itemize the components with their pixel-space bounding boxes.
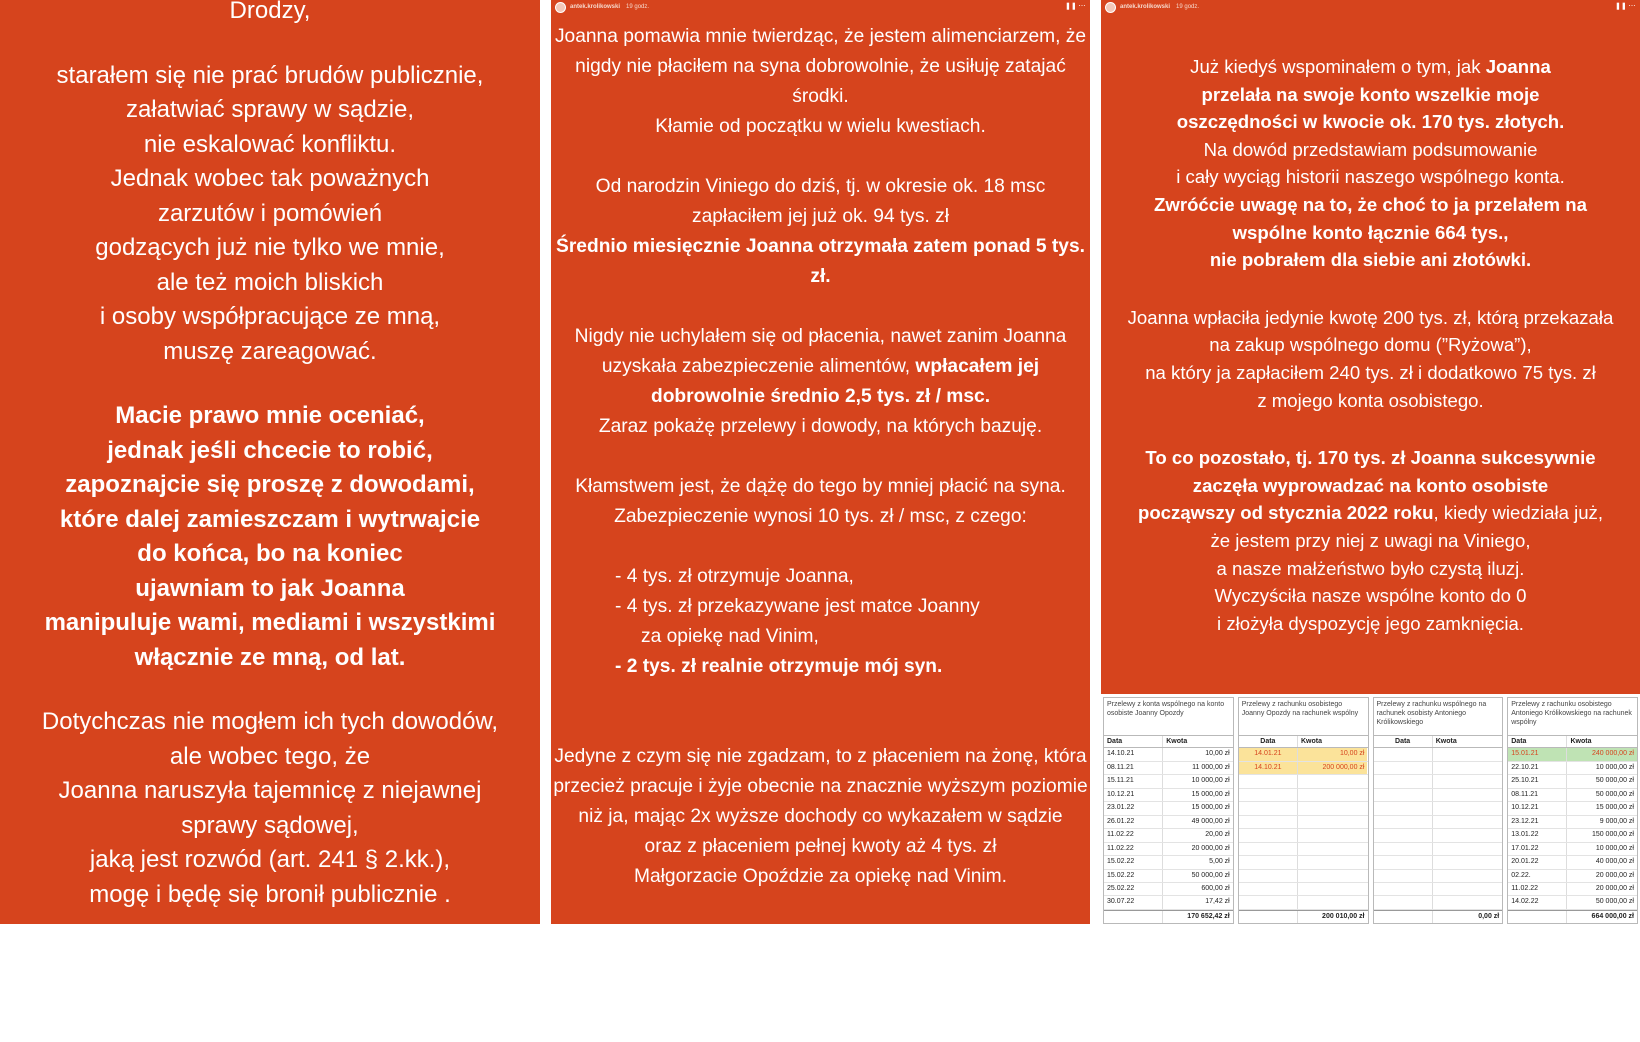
cell-empty xyxy=(1374,762,1433,774)
cell-amount: 10 000,00 zł xyxy=(1595,763,1634,771)
cell-date: 11.02.22 xyxy=(1104,829,1163,841)
paragraph-gap xyxy=(1101,274,1640,304)
text-line: zarzutów i pomówień xyxy=(157,199,383,227)
text-line: za opiekę nad Vinim, xyxy=(641,626,819,647)
table-row xyxy=(1508,802,1637,815)
cell-amount: 20 000,00 zł xyxy=(1595,885,1634,893)
text-line: Kłamstwem jest, że dążę do tego by mniej płacić na syna. xyxy=(575,476,1066,497)
cell-date: 15.02.22 xyxy=(1104,856,1163,868)
text-line: zapłaciłem jej już ok. 94 tys. zł xyxy=(692,206,949,227)
table-row xyxy=(1374,816,1503,829)
total-amount: 664 000,00 zł xyxy=(1591,912,1634,920)
cell-empty xyxy=(1298,896,1368,908)
cell-amount: 200 000,00 zł xyxy=(1298,762,1368,774)
table-row xyxy=(1104,883,1233,896)
table-row xyxy=(1104,829,1233,842)
text-line: Wyczyściła nasze wspólne konto do 0 xyxy=(1214,585,1527,607)
text-line: Joanna naruszyła tajemnicę z niejawnej xyxy=(58,777,482,804)
avatar[interactable] xyxy=(1105,2,1116,13)
table-row xyxy=(1374,802,1503,815)
cell-empty xyxy=(1433,856,1503,868)
cell-amount: 10,00 zł xyxy=(1298,748,1368,760)
cell-date: 20.01.22 xyxy=(1508,856,1567,868)
text-line: Dotychczas nie mogłem ich tych dowodów, xyxy=(41,708,499,735)
table-row xyxy=(1239,748,1368,761)
table-row xyxy=(1239,856,1368,869)
paragraph-gap xyxy=(551,532,1090,562)
paragraph-gap xyxy=(0,29,540,59)
text-fragment: wpłacałem jej xyxy=(915,356,1040,377)
cell-empty xyxy=(1298,883,1368,895)
table-row xyxy=(1374,748,1503,761)
post-time: 19 godz. xyxy=(626,4,650,10)
text-fragment: począwszy od stycznia 2022 roku xyxy=(1137,502,1434,524)
table-header: Przelewy z rachunku osobistego Antoniego Królikowskiego na rachunek wspólny xyxy=(1508,698,1637,736)
cell-empty xyxy=(1374,911,1433,923)
cell-empty xyxy=(1374,896,1433,908)
cell-empty xyxy=(1374,870,1433,882)
cell-empty xyxy=(1433,816,1503,828)
cell-empty xyxy=(1239,789,1298,801)
cell-date: 25.02.22 xyxy=(1104,883,1163,895)
text-line: To co pozostało, tj. 170 tys. zł Joanna sukcesywnie xyxy=(1145,447,1596,469)
cell-empty xyxy=(1239,816,1298,828)
table-row xyxy=(1239,762,1368,775)
table-row xyxy=(1374,856,1503,869)
text-line: Jedyne z czym się nie zgadzam, to z płaceniem na żonę, która xyxy=(554,746,1087,767)
text-line: Zabezpieczenie wynosi 10 tys. zł / msc, z czego: xyxy=(614,506,1027,527)
text-line: jaką jest rozwód (art. 241 § 2.kk.), xyxy=(89,846,451,873)
text-line: Od narodzin Viniego do dziś, tj. w okresie ok. 18 msc xyxy=(595,176,1046,197)
table-row xyxy=(1104,802,1233,815)
cell-amount: 9 000,00 zł xyxy=(1599,817,1634,825)
text-line: załatwiać sprawy w sądzie, xyxy=(125,96,415,123)
table-total-row xyxy=(1104,910,1233,923)
table-row xyxy=(1104,896,1233,909)
cell-empty xyxy=(1433,802,1503,814)
cell-empty xyxy=(1374,816,1433,828)
table-total-row xyxy=(1508,910,1637,923)
table-row xyxy=(1374,762,1503,775)
story-panel-2 xyxy=(551,0,1090,1037)
text-line: z mojego konta osobistego. xyxy=(1257,389,1484,411)
text-line: ujawniam to jak Joanna xyxy=(135,574,405,602)
table-row xyxy=(1508,870,1637,883)
col-amount-header: Kwota xyxy=(1300,738,1322,746)
text-line: Joanna pomawia mnie twierdząc, że jestem alimenciarzem, że xyxy=(554,26,1087,47)
table-total-row xyxy=(1374,910,1503,923)
text-line: Chętnie sam przejąłbym na siebie choć część starań osobistych xyxy=(597,926,1044,977)
text-line: i osoby współpracujące ze mną, xyxy=(99,303,441,330)
table-row xyxy=(1104,870,1233,883)
cell-empty xyxy=(1433,883,1503,895)
col-date-header: Data xyxy=(1239,736,1298,747)
cell-date: 14.10.21 xyxy=(1104,748,1163,760)
cell-date: 25.10.21 xyxy=(1508,775,1567,787)
text-line: przelała na swoje konto wszelkie moje xyxy=(1201,83,1540,105)
cell-empty xyxy=(1239,883,1298,895)
cell-date: 14.02.22 xyxy=(1508,896,1567,908)
table-row xyxy=(1104,856,1233,869)
avatar[interactable] xyxy=(555,2,566,13)
cell-empty xyxy=(1433,829,1503,841)
paragraph-gap xyxy=(551,142,1090,172)
cell-amount: 20 000,00 zł xyxy=(1595,871,1634,879)
cell-empty xyxy=(1298,856,1368,868)
paragraph-gap xyxy=(551,292,1090,322)
table-header: Przelewy z konta wspólnego na konto osobiste Joanny Opozdy xyxy=(1104,698,1233,736)
column-headers xyxy=(1104,736,1233,748)
cell-amount: 15 000,00 zł xyxy=(1191,790,1230,798)
col-date-header: Data xyxy=(1508,736,1567,747)
post-time: 19 godz. xyxy=(1176,4,1200,10)
cell-empty xyxy=(1239,775,1298,787)
story-panel-3 xyxy=(1101,0,1640,924)
story-text-1 xyxy=(0,0,540,912)
transfer-table xyxy=(1103,697,1234,924)
text-line: wspólne konto łącznie 664 tys., xyxy=(1232,221,1509,243)
table-row xyxy=(1104,762,1233,775)
story-panel-1 xyxy=(0,0,540,924)
table-row xyxy=(1374,870,1503,883)
cell-date: 13.01.22 xyxy=(1508,829,1567,841)
table-row xyxy=(1104,843,1233,856)
cell-amount: 15 000,00 zł xyxy=(1595,804,1634,812)
text-line: włącznie ze mną, od lat. xyxy=(134,643,406,671)
table-row xyxy=(1508,843,1637,856)
table-row xyxy=(1508,762,1637,775)
text-line: Zwróćcie uwagę na to, że choć to ja przelałem na xyxy=(1154,193,1587,215)
column-headers xyxy=(1239,736,1368,748)
cell-date: 11.02.22 xyxy=(1104,843,1163,855)
paragraph-gap xyxy=(0,369,540,399)
text-line: - 2 tys. zł realnie otrzymuje mój syn. xyxy=(615,656,943,677)
text-fragment: Joanna xyxy=(1485,56,1551,77)
text-line: dobrowolnie średnio 2,5 tys. zł / msc. xyxy=(650,386,991,407)
column-headers xyxy=(1508,736,1637,748)
text-line: oszczędności w kwocie ok. 170 tys. złotych. xyxy=(1176,111,1565,133)
cell-amount: 20 000,00 zł xyxy=(1191,844,1230,852)
table-header: Przelewy z rachunku osobistego Joanny Opozdy na rachunek wspólny xyxy=(1239,698,1368,736)
cell-amount: 20,00 zł xyxy=(1205,831,1230,839)
text-line: nie pobrałem dla siebie ani złotówki. xyxy=(1209,249,1532,271)
text-line: i opiekował synem, xyxy=(739,986,902,1007)
table-row xyxy=(1239,802,1368,815)
table-total-row xyxy=(1239,910,1368,923)
cell-empty xyxy=(1239,802,1298,814)
username[interactable]: antek.krolikowski xyxy=(570,4,621,10)
table-row xyxy=(1104,789,1233,802)
cell-empty xyxy=(1298,789,1368,801)
col-amount-header: Kwota xyxy=(1166,738,1188,746)
text-line: nigdy nie płaciłem na syna dobrowolnie, że usiłuję zatajać środki. xyxy=(575,56,1066,107)
table-row xyxy=(1508,816,1637,829)
cell-empty xyxy=(1433,748,1503,760)
cell-empty xyxy=(1374,856,1433,868)
cell-date: 08.11.21 xyxy=(1104,762,1163,774)
text-line: ale wobec tego, że xyxy=(169,742,371,770)
cell-amount: 5,00 zł xyxy=(1209,858,1230,866)
table-row xyxy=(1239,775,1368,788)
text-line: Jednak wobec tak poważnych xyxy=(110,165,430,192)
cell-date: 23.12.21 xyxy=(1508,816,1567,828)
text-line xyxy=(1101,53,1640,81)
cell-date: 10.12.21 xyxy=(1104,789,1163,801)
table-row xyxy=(1104,748,1233,761)
text-line: godzących już nie tylko we mnie, xyxy=(95,234,445,261)
cell-amount: 150 000,00 zł xyxy=(1591,831,1634,839)
text-line: że jestem przy niej z uwagi na Viniego, xyxy=(1210,529,1531,551)
text-line: manipuluje wami, mediami i wszystkimi xyxy=(44,609,496,636)
cell-empty xyxy=(1239,856,1298,868)
cell-date: 17.01.22 xyxy=(1508,843,1567,855)
paragraph-gap xyxy=(0,675,540,705)
paragraph-gap xyxy=(551,682,1090,712)
text-line: Nigdy nie uchylałem się od płacenia, nawet zanim Joanna xyxy=(574,326,1067,347)
table-row xyxy=(1374,883,1503,896)
cell-empty xyxy=(1239,829,1298,841)
text-line xyxy=(1101,499,1640,527)
cell-date: 26.01.22 xyxy=(1104,816,1163,828)
cell-amount: 11 000,00 zł xyxy=(1192,763,1230,771)
story-header xyxy=(551,0,1090,14)
cell-amount: 40 000,00 zł xyxy=(1595,858,1634,866)
text-line: zaczęła wyprowadzać na konto osobiste xyxy=(1192,474,1549,496)
cell-empty xyxy=(1298,802,1368,814)
cell-date: 08.11.21 xyxy=(1508,789,1567,801)
text-line: Małgorzacie Opoździe za opiekę nad Vinim. xyxy=(634,866,1007,887)
cell-empty xyxy=(1374,843,1433,855)
text-line: sprawy sądowej, xyxy=(181,811,359,839)
story-text-3 xyxy=(1101,53,1640,637)
table-row xyxy=(1239,789,1368,802)
text-line: na który ja zapłaciłem 240 tys. zł i dodatkowo 75 tys. zł xyxy=(1145,361,1596,383)
text-line: mogę i będę się bronił publicznie . xyxy=(89,880,451,908)
table-row xyxy=(1508,883,1637,896)
paragraph-gap xyxy=(551,442,1090,472)
cell-date: 15.02.22 xyxy=(1104,870,1163,882)
cell-empty xyxy=(1374,802,1433,814)
cell-empty xyxy=(1433,896,1503,908)
cell-amount: 50 000,00 zł xyxy=(1595,898,1634,906)
text-line: Drodzy, xyxy=(229,0,311,24)
cell-empty xyxy=(1239,843,1298,855)
cell-empty xyxy=(1433,870,1503,882)
cell-date: 14.10.21 xyxy=(1239,762,1298,774)
text-line: Joanna wpłaciła jedynie kwotę 200 tys. zł, którą przekazała xyxy=(1127,306,1614,328)
story-text-2 xyxy=(551,22,1090,1042)
pause-icon[interactable]: ❚❚ xyxy=(1615,3,1627,10)
text-line: a nasze małżeństwo było czystą iluzj. xyxy=(1216,557,1525,579)
text-line: - 4 tys. zł przekazywane jest matce Joanny xyxy=(615,596,980,617)
text-line: Zaraz pokażę przelewy i dowody, na których bazuję. xyxy=(598,416,1043,437)
cell-amount: 240 000,00 zł xyxy=(1567,748,1637,760)
cell-date: 22.10.21 xyxy=(1508,762,1567,774)
table-row xyxy=(1239,843,1368,856)
table-row xyxy=(1374,896,1503,909)
col-date-header: Data xyxy=(1374,736,1433,747)
cell-empty xyxy=(1298,870,1368,882)
cell-empty xyxy=(1239,870,1298,882)
cell-amount: 17,42 zł xyxy=(1205,898,1230,906)
total-amount: 0,00 zł xyxy=(1478,912,1500,920)
cell-empty xyxy=(1298,775,1368,787)
text-line: Na dowód przedstawiam podsumowanie xyxy=(1203,138,1538,160)
table-header: Przelewy z rachunku wspólnego na rachunek osobisty Antoniego Królikowskiego xyxy=(1374,698,1503,736)
cell-empty xyxy=(1508,911,1567,923)
more-icon[interactable]: ⋯ xyxy=(1078,3,1086,10)
cell-amount: 49 000,00 zł xyxy=(1191,817,1230,825)
col-date-header: Data xyxy=(1104,736,1163,747)
table-row xyxy=(1508,789,1637,802)
cell-amount: 15 000,00 zł xyxy=(1191,804,1230,812)
cell-amount: 600,00 zł xyxy=(1201,885,1230,893)
transfer-table xyxy=(1507,697,1638,924)
text-line: na zakup wspólnego domu (”Ryżowa”), xyxy=(1209,334,1532,356)
cell-date: 23.01.22 xyxy=(1104,802,1163,814)
text-line: Macie prawo mnie oceniać, xyxy=(115,402,425,429)
transfer-table xyxy=(1238,697,1369,924)
table-row xyxy=(1239,896,1368,909)
text-line: muszę zareagować. xyxy=(163,337,377,365)
username[interactable]: antek.krolikowski xyxy=(1120,4,1171,10)
cell-empty xyxy=(1298,843,1368,855)
cell-date: 14.01.21 xyxy=(1239,748,1298,760)
cell-amount: 50 000,00 zł xyxy=(1595,777,1634,785)
cell-amount: 50 000,00 zł xyxy=(1595,790,1634,798)
cell-empty xyxy=(1433,775,1503,787)
text-fragment: Już kiedyś wspominałem o tym, jak xyxy=(1190,56,1486,77)
story-header xyxy=(1101,0,1640,14)
text-line: co zmniejszyłoby koszty na „nianię” = babcię. xyxy=(628,1016,1013,1037)
cell-empty xyxy=(1239,911,1298,923)
cell-date: 11.02.22 xyxy=(1508,883,1567,895)
table-row xyxy=(1239,870,1368,883)
table-row xyxy=(1239,816,1368,829)
table-row xyxy=(1239,829,1368,842)
cell-empty xyxy=(1298,816,1368,828)
text-line: zapoznajcie się proszę z dowodami, xyxy=(65,471,475,498)
text-line: starałem się nie prać brudów publicznie, xyxy=(56,61,484,89)
text-line: i złożyła dyspozycję jego zamknięcia. xyxy=(1217,612,1524,634)
cell-empty xyxy=(1104,911,1163,923)
col-amount-header: Kwota xyxy=(1570,738,1592,746)
cell-empty xyxy=(1374,748,1433,760)
text-line: które dalej zamieszczam i wytrwajcie xyxy=(59,505,481,533)
cell-empty xyxy=(1433,762,1503,774)
text-fragment: uzyskała zabezpieczenie alimentów, xyxy=(601,356,916,377)
paragraph-gap xyxy=(551,892,1090,922)
table-row xyxy=(1508,896,1637,909)
text-line xyxy=(551,352,1090,382)
table-row xyxy=(1104,775,1233,788)
text-line: nie eskalować konfliktu. xyxy=(143,130,397,158)
text-line: Kłamie od początku w wielu kwestiach. xyxy=(655,116,986,137)
cell-amount: 10 000,00 zł xyxy=(1595,844,1634,852)
transfer-table xyxy=(1373,697,1504,924)
text-line: do końca, bo na koniec xyxy=(137,540,403,567)
bank-tables xyxy=(1103,697,1638,924)
table-row xyxy=(1104,816,1233,829)
paragraph-gap xyxy=(551,712,1090,742)
text-line: ale też moich bliskich xyxy=(156,268,384,296)
cell-amount: 10,00 zł xyxy=(1205,750,1230,758)
cell-date: 15.11.21 xyxy=(1104,775,1163,787)
text-fragment: , kiedy wiedziała już, xyxy=(1433,502,1604,524)
cell-empty xyxy=(1374,789,1433,801)
col-amount-header: Kwota xyxy=(1435,738,1457,746)
cell-empty xyxy=(1374,829,1433,841)
text-line: oraz z płaceniem pełnej kwoty aż 4 tys. zł xyxy=(644,836,997,857)
text-line: - 4 tys. zł otrzymuje Joanna, xyxy=(615,566,854,587)
column-headers xyxy=(1374,736,1503,748)
pause-icon[interactable]: ❚❚ xyxy=(1065,3,1077,10)
table-row xyxy=(1508,829,1637,842)
table-row xyxy=(1239,883,1368,896)
cell-empty xyxy=(1239,896,1298,908)
total-amount: 200 010,00 zł xyxy=(1322,912,1365,920)
table-row xyxy=(1374,829,1503,842)
cell-empty xyxy=(1374,775,1433,787)
cell-empty xyxy=(1433,789,1503,801)
cell-empty xyxy=(1433,843,1503,855)
table-row xyxy=(1374,775,1503,788)
cell-empty xyxy=(1374,883,1433,895)
table-row xyxy=(1374,789,1503,802)
total-amount: 170 652,42 zł xyxy=(1187,912,1230,920)
table-row xyxy=(1508,856,1637,869)
table-row xyxy=(1374,843,1503,856)
cell-date: 30.07.22 xyxy=(1104,896,1163,908)
cell-empty xyxy=(1298,829,1368,841)
paragraph-gap xyxy=(1101,414,1640,444)
text-line: i cały wyciąg historii naszego wspólnego konta. xyxy=(1176,166,1565,188)
text-line: jednak jeśli chcecie to robić, xyxy=(107,436,433,464)
table-row xyxy=(1508,775,1637,788)
cell-amount: 10 000,00 zł xyxy=(1191,777,1230,785)
bank-tables-area xyxy=(1101,694,1640,924)
text-line: Średnio miesięcznie Joanna otrzymała zatem ponad 5 tys. zł. xyxy=(556,236,1085,287)
cell-date: 15.01.21 xyxy=(1508,748,1567,760)
text-line: przecież pracuje i żyje obecnie na znacznie wyższym poziomie xyxy=(553,776,1088,797)
more-icon[interactable]: ⋯ xyxy=(1628,3,1636,10)
cell-date: 10.12.21 xyxy=(1508,802,1567,814)
cell-amount: 50 000,00 zł xyxy=(1191,871,1230,879)
cell-date: 02.22. xyxy=(1508,870,1567,882)
table-row xyxy=(1508,748,1637,761)
text-line: niż ja, mając 2x wyższe dochody co wykazałem w sądzie xyxy=(578,806,1063,827)
